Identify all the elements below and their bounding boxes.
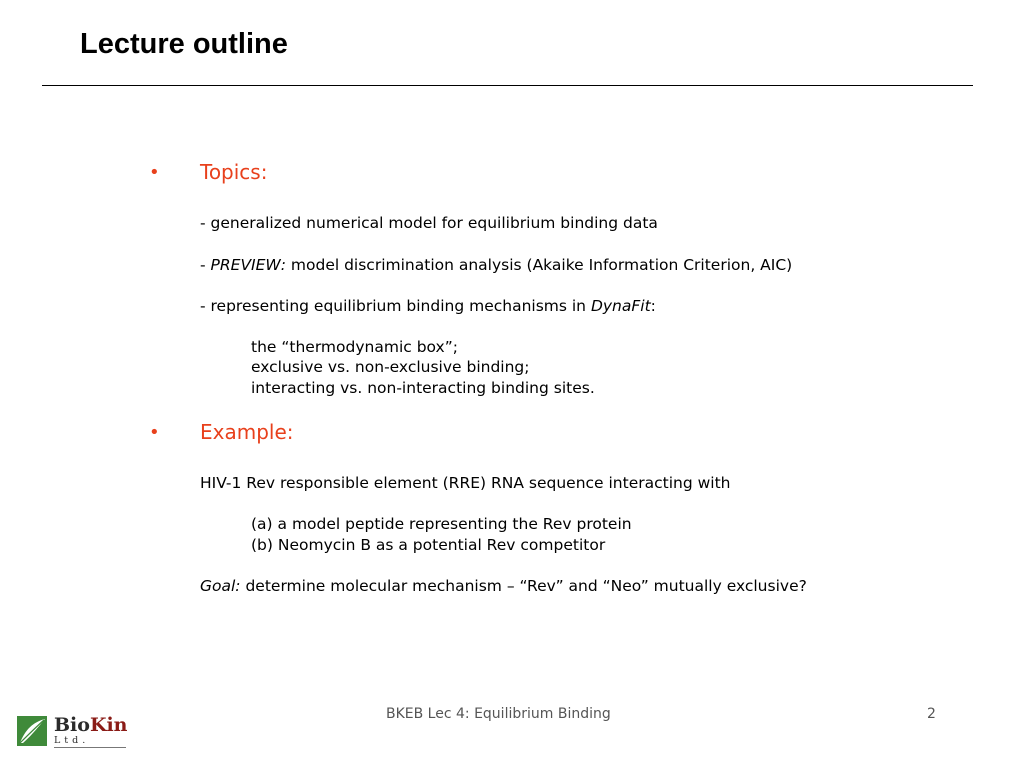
topic-item-suffix: :	[650, 297, 656, 315]
topic-item	[200, 256, 792, 274]
logo-wordmark	[54, 714, 128, 736]
logo-word-kin: Kin	[89, 714, 128, 736]
preview-label: PREVIEW:	[210, 256, 286, 274]
goal-text: determine molecular mechanism – “Rev” and “Neo” mutually exclusive?	[240, 577, 807, 595]
logo-ltd: Ltd.	[54, 735, 90, 746]
topic-item: - generalized numerical model for equilibrium binding data	[200, 214, 658, 232]
topic-item-text: model discrimination analysis (Akaike Information Criterion, AIC)	[285, 256, 793, 274]
topic-item-prefix: -	[200, 256, 211, 274]
topics-heading: Topics:	[200, 160, 268, 184]
footer-title: BKEB Lec 4: Equilibrium Binding	[386, 706, 611, 722]
topic-subitem: the “thermodynamic box”;	[251, 338, 458, 356]
page-title: Lecture outline	[80, 28, 288, 60]
biokin-logo	[17, 714, 127, 750]
topic-subitem: exclusive vs. non-exclusive binding;	[251, 358, 530, 376]
topic-subitem: interacting vs. non-interacting binding sites.	[251, 379, 595, 397]
logo-underline	[54, 747, 126, 748]
dynafit-label: DynaFit	[590, 297, 651, 315]
example-subitem: (a) a model peptide representing the Rev protein	[251, 515, 632, 533]
example-intro: HIV-1 Rev responsible element (RRE) RNA sequence interacting with	[200, 474, 731, 492]
topic-item-prefix: - representing equilibrium binding mechanisms in	[200, 297, 591, 315]
page-number: 2	[927, 706, 936, 722]
goal-label: Goal:	[200, 577, 241, 595]
example-goal	[200, 577, 807, 595]
title-divider	[42, 85, 973, 86]
topic-item	[200, 297, 656, 315]
logo-word-bio: Bio	[54, 714, 90, 736]
bullet-icon: •	[149, 422, 160, 443]
example-subitem: (b) Neomycin B as a potential Rev competitor	[251, 536, 606, 554]
example-heading: Example:	[200, 420, 294, 444]
bullet-icon: •	[149, 162, 160, 183]
leaf-icon	[17, 716, 47, 746]
